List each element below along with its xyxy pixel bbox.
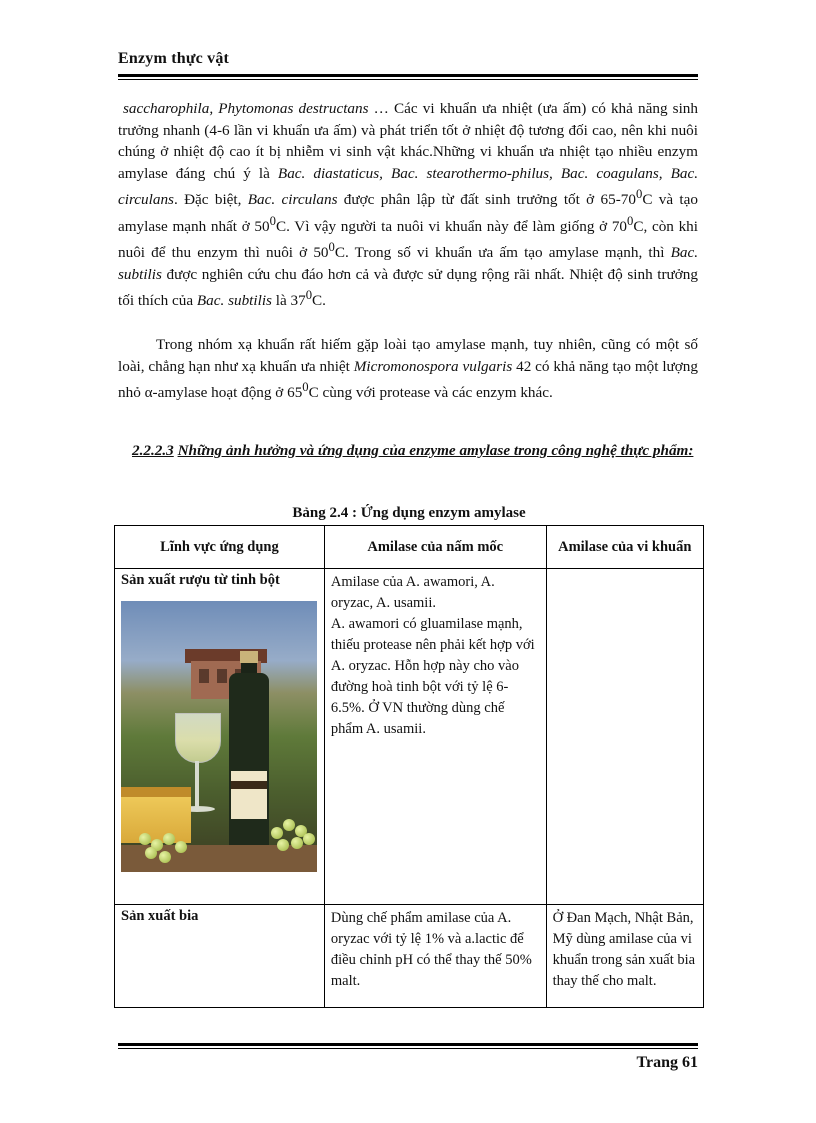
section-heading — [118, 440, 698, 462]
wine-bottle-photo — [121, 601, 317, 872]
paragraph-1: saccharophila, Phytomonas destructans … Các vi khuẩn ưa nhiệt (ưa ấm) có khả năng sinh trưởng nhanh (4-6 lần vi khuẩn ưa ấm) và phát triển tốt ở nhiệt độ tương đối cao, nên khi nuôi chúng ở nhiệt độ cao ít bị nhiễm vi sinh vật khác.Những vi khuẩn ưa nhiệt tạo nhiều enzym amylase đáng chú ý là Bac. diastaticus, Bac. stearothermo-philus, Bac. coagulans, Bac. circulans. Đặc biệt, Bac. circulans được phân lập từ đất sinh trưởng tốt ở $65-70^0C$ và tạo amylase mạnh nhất ở $50^0C$. Vì vậy người ta nuôi vi khuẩn này để làm giống ở $70^0C$, còn khi nuôi để thu enzym thì nuôi ở $50^0C$. Trong số vi khuẩn ưa ấm tạo amylase mạnh, thì Bac. subtilis được nghiên cứu chu đáo hơn cả và được sử dụng rộng rãi nhất. Nhiệt độ sinh trưởng tối thích của Bac. subtilis là $37^0C$. — [118, 100, 698, 310]
header-title: Enzym thực vật — [118, 50, 230, 67]
footer-rule-thin — [118, 1048, 698, 1049]
table-header-row — [115, 526, 704, 569]
wine-glass-image — [175, 713, 221, 763]
header-rule-thick — [118, 74, 698, 77]
header-bacteria: Amilase của vi khuẩn — [546, 526, 703, 569]
cell-mold-text: Amilase của A. awamori, A. oryzac, A. usamii. A. awamori có gluamilase mạnh, thiếu protease nên phải kết hợp với A. oryzac. Hỗn hợp này cho vào đường hoà tinh bột với tỷ lệ 6-6.5%. Ở VN thường dùng chế phẩm A. usamii. — [330, 574, 535, 737]
grape-image — [139, 833, 151, 845]
page-number: Trang 61 — [636, 1054, 698, 1071]
footer-rule-thick — [118, 1043, 698, 1046]
header-field: Lĩnh vực ứng dụng — [115, 526, 325, 569]
cell-bacteria — [546, 569, 703, 905]
cell-bacteria: Ở Đan Mạch, Nhật Bản, Mỹ dùng amilase của vi khuẩn trong sản xuất bia thay thế cho malt. — [546, 905, 703, 1008]
cell-field: Sản xuất bia — [115, 905, 325, 1008]
cell-mold — [324, 569, 546, 905]
cell-field-text: Sản xuất rượu từ tinh bột — [121, 572, 280, 588]
amylase-application-table — [114, 525, 704, 1008]
cell-field — [115, 569, 325, 905]
table-row — [115, 569, 704, 905]
section-number: 2.2.2.3 — [132, 442, 174, 459]
section-title: Những ảnh hưởng và ứng dụng của enzyme amylase trong công nghệ thực phẩm: — [177, 442, 694, 459]
table-row — [115, 905, 704, 1008]
table-caption: Bảng 2.4 : Ứng dụng enzym amylase — [292, 505, 526, 521]
header-rule-thin — [118, 79, 698, 80]
wine-bottle-image — [229, 673, 269, 861]
paragraph-2: Trong nhóm xạ khuẩn rất hiếm gặp loài tạo amylase mạnh, tuy nhiên, cũng có một số loài, chẳng hạn như xạ khuẩn ưa nhiệt Micromonospora vulgaris 42 có khả năng tạo một lượng nhỏ α-amylase hoạt động ở $65^0C$ cùng với protease và các enzym khác. — [118, 336, 698, 402]
header-mold: Amilase của nấm mốc — [324, 526, 546, 569]
cell-mold: Dùng chế phẩm amilase của A. oryzac với tỷ lệ 1% và a.lactic để điều chỉnh pH có thể thay thế 50% malt. — [324, 905, 546, 1008]
